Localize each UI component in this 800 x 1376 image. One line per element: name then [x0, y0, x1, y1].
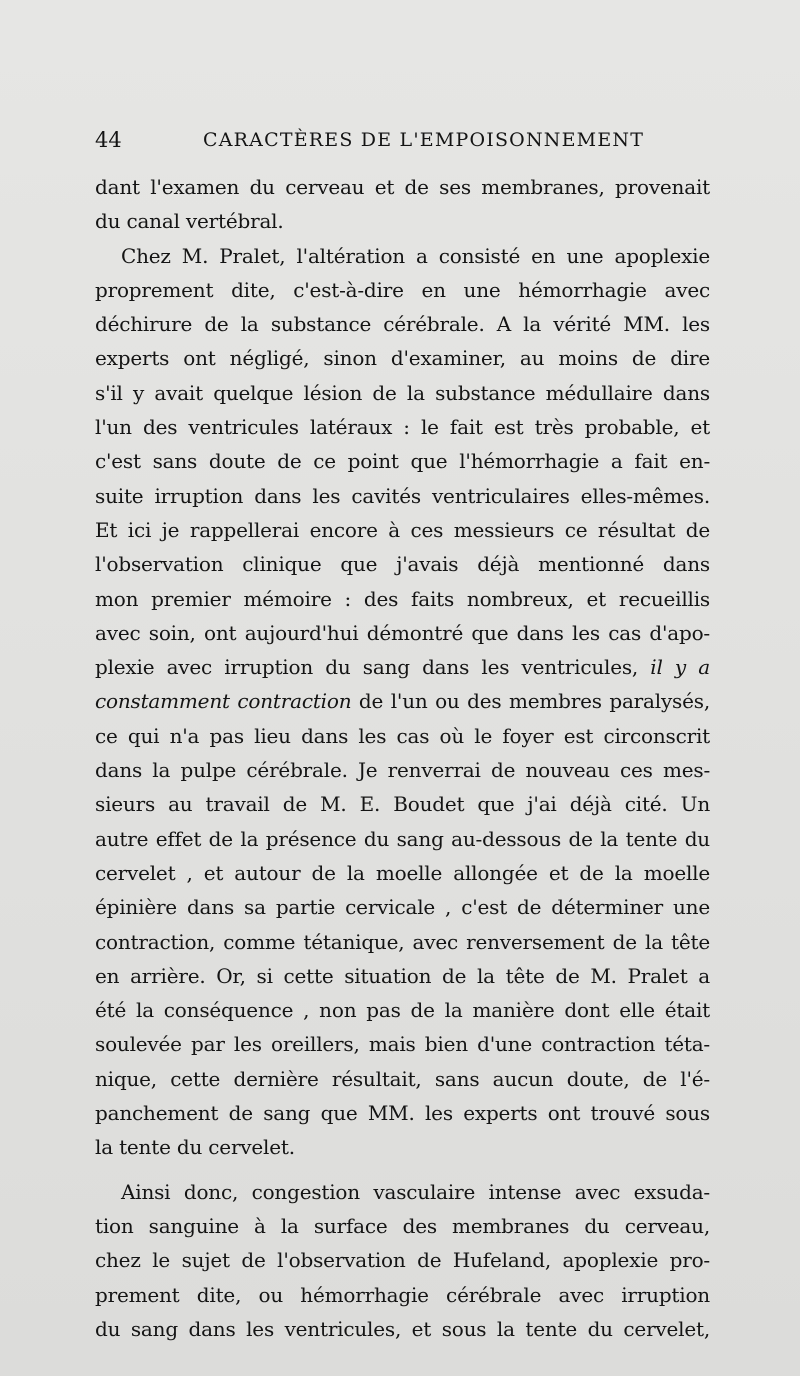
paragraph-start-line: Ainsi donc, congestion vasculaire intense avec exsuda- — [121, 1179, 710, 1204]
text-line: déchirure de la substance cérébrale. A la vérité MM. les — [95, 312, 710, 337]
text-line: mon premier mémoire : des faits nombreux, et recueillis — [95, 586, 710, 611]
text-line: dans la pulpe cérébrale. Je renverrai de nouveau ces mes- — [95, 758, 710, 783]
text-line: la tente du cervelet. — [95, 1135, 295, 1160]
text-line: c'est sans doute de ce point que l'hémorrhagie a fait en- — [95, 449, 710, 474]
text-line: été la conséquence , non pas de la manière dont elle était — [95, 998, 710, 1023]
text-line: en arrière. Or, si cette situation de la tête de M. Pralet a — [95, 963, 710, 988]
emphasis-text: il y a — [650, 655, 710, 680]
text-line: prement dite, ou hémorrhagie cérébrale avec irruption — [95, 1282, 710, 1307]
text-line: ce qui n'a pas lieu dans les cas où le foyer est circonscrit — [95, 723, 710, 748]
text-line: suite irruption dans les cavités ventriculaires elles-mêmes. — [95, 483, 710, 508]
text-line: s'il y avait quelque lésion de la substance médullaire dans — [95, 380, 710, 405]
text-line: Et ici je rappellerai encore à ces messieurs ce résultat de — [95, 517, 710, 542]
body-text — [95, 170, 710, 1346]
running-title: CARACTÈRES DE L'EMPOISONNEMENT — [203, 129, 645, 151]
text-line: experts ont négligé, sinon d'examiner, au moins de dire — [95, 346, 710, 371]
text-line: soulevée par les oreillers, mais bien d'une contraction téta- — [95, 1032, 710, 1057]
emphasis-text: constamment contraction — [95, 689, 352, 714]
text-line: l'un des ventricules latéraux : le fait est très probable, et — [95, 415, 710, 440]
text-line: nique, cette dernière résultait, sans aucun doute, de l'é- — [95, 1066, 710, 1091]
text-line: avec soin, ont aujourd'hui démontré que dans les cas d'apo- — [95, 620, 710, 645]
text-line: épinière dans sa partie cervicale , c'est de déterminer une — [95, 895, 710, 920]
text-line: panchement de sang que MM. les experts ont trouvé sous — [95, 1101, 710, 1126]
text-line-with-emphasis — [95, 650, 710, 684]
text-line: du canal vertébral. — [95, 209, 284, 234]
text-line: autre effet de la présence du sang au-dessous de la tente du — [95, 826, 710, 851]
text-line: sieurs au travail de M. E. Boudet que j'ai déjà cité. Un — [95, 792, 710, 817]
text-line: dant l'examen du cerveau et de ses membranes, provenait — [95, 175, 710, 199]
text-line: chez le sujet de l'observation de Hufeland, apoplexie pro- — [95, 1248, 710, 1273]
text-line: l'observation clinique que j'avais déjà mentionné dans — [95, 552, 710, 577]
running-head — [95, 128, 715, 158]
paragraph-start-line: Chez M. Pralet, l'altération a consisté en une apoplexie — [121, 243, 710, 268]
text-line: du sang dans les ventricules, et sous la tente du cervelet, — [95, 1316, 710, 1341]
page-number: 44 — [95, 128, 122, 152]
paragraph-gap — [95, 1165, 710, 1175]
text-line-with-emphasis — [95, 684, 710, 718]
text-line: proprement dite, c'est-à-dire en une hémorrhagie avec — [95, 277, 710, 302]
text-line: cervelet , et autour de la moelle allongée et de la moelle — [95, 860, 710, 885]
text-segment: de l'un ou des membres paralysés, — [358, 689, 710, 714]
text-segment: plexie avec irruption du sang dans les ventricules, — [95, 655, 639, 680]
text-line: contraction, comme tétanique, avec renversement de la tête — [95, 929, 710, 954]
text-line: tion sanguine à la surface des membranes du cerveau, — [95, 1213, 710, 1238]
